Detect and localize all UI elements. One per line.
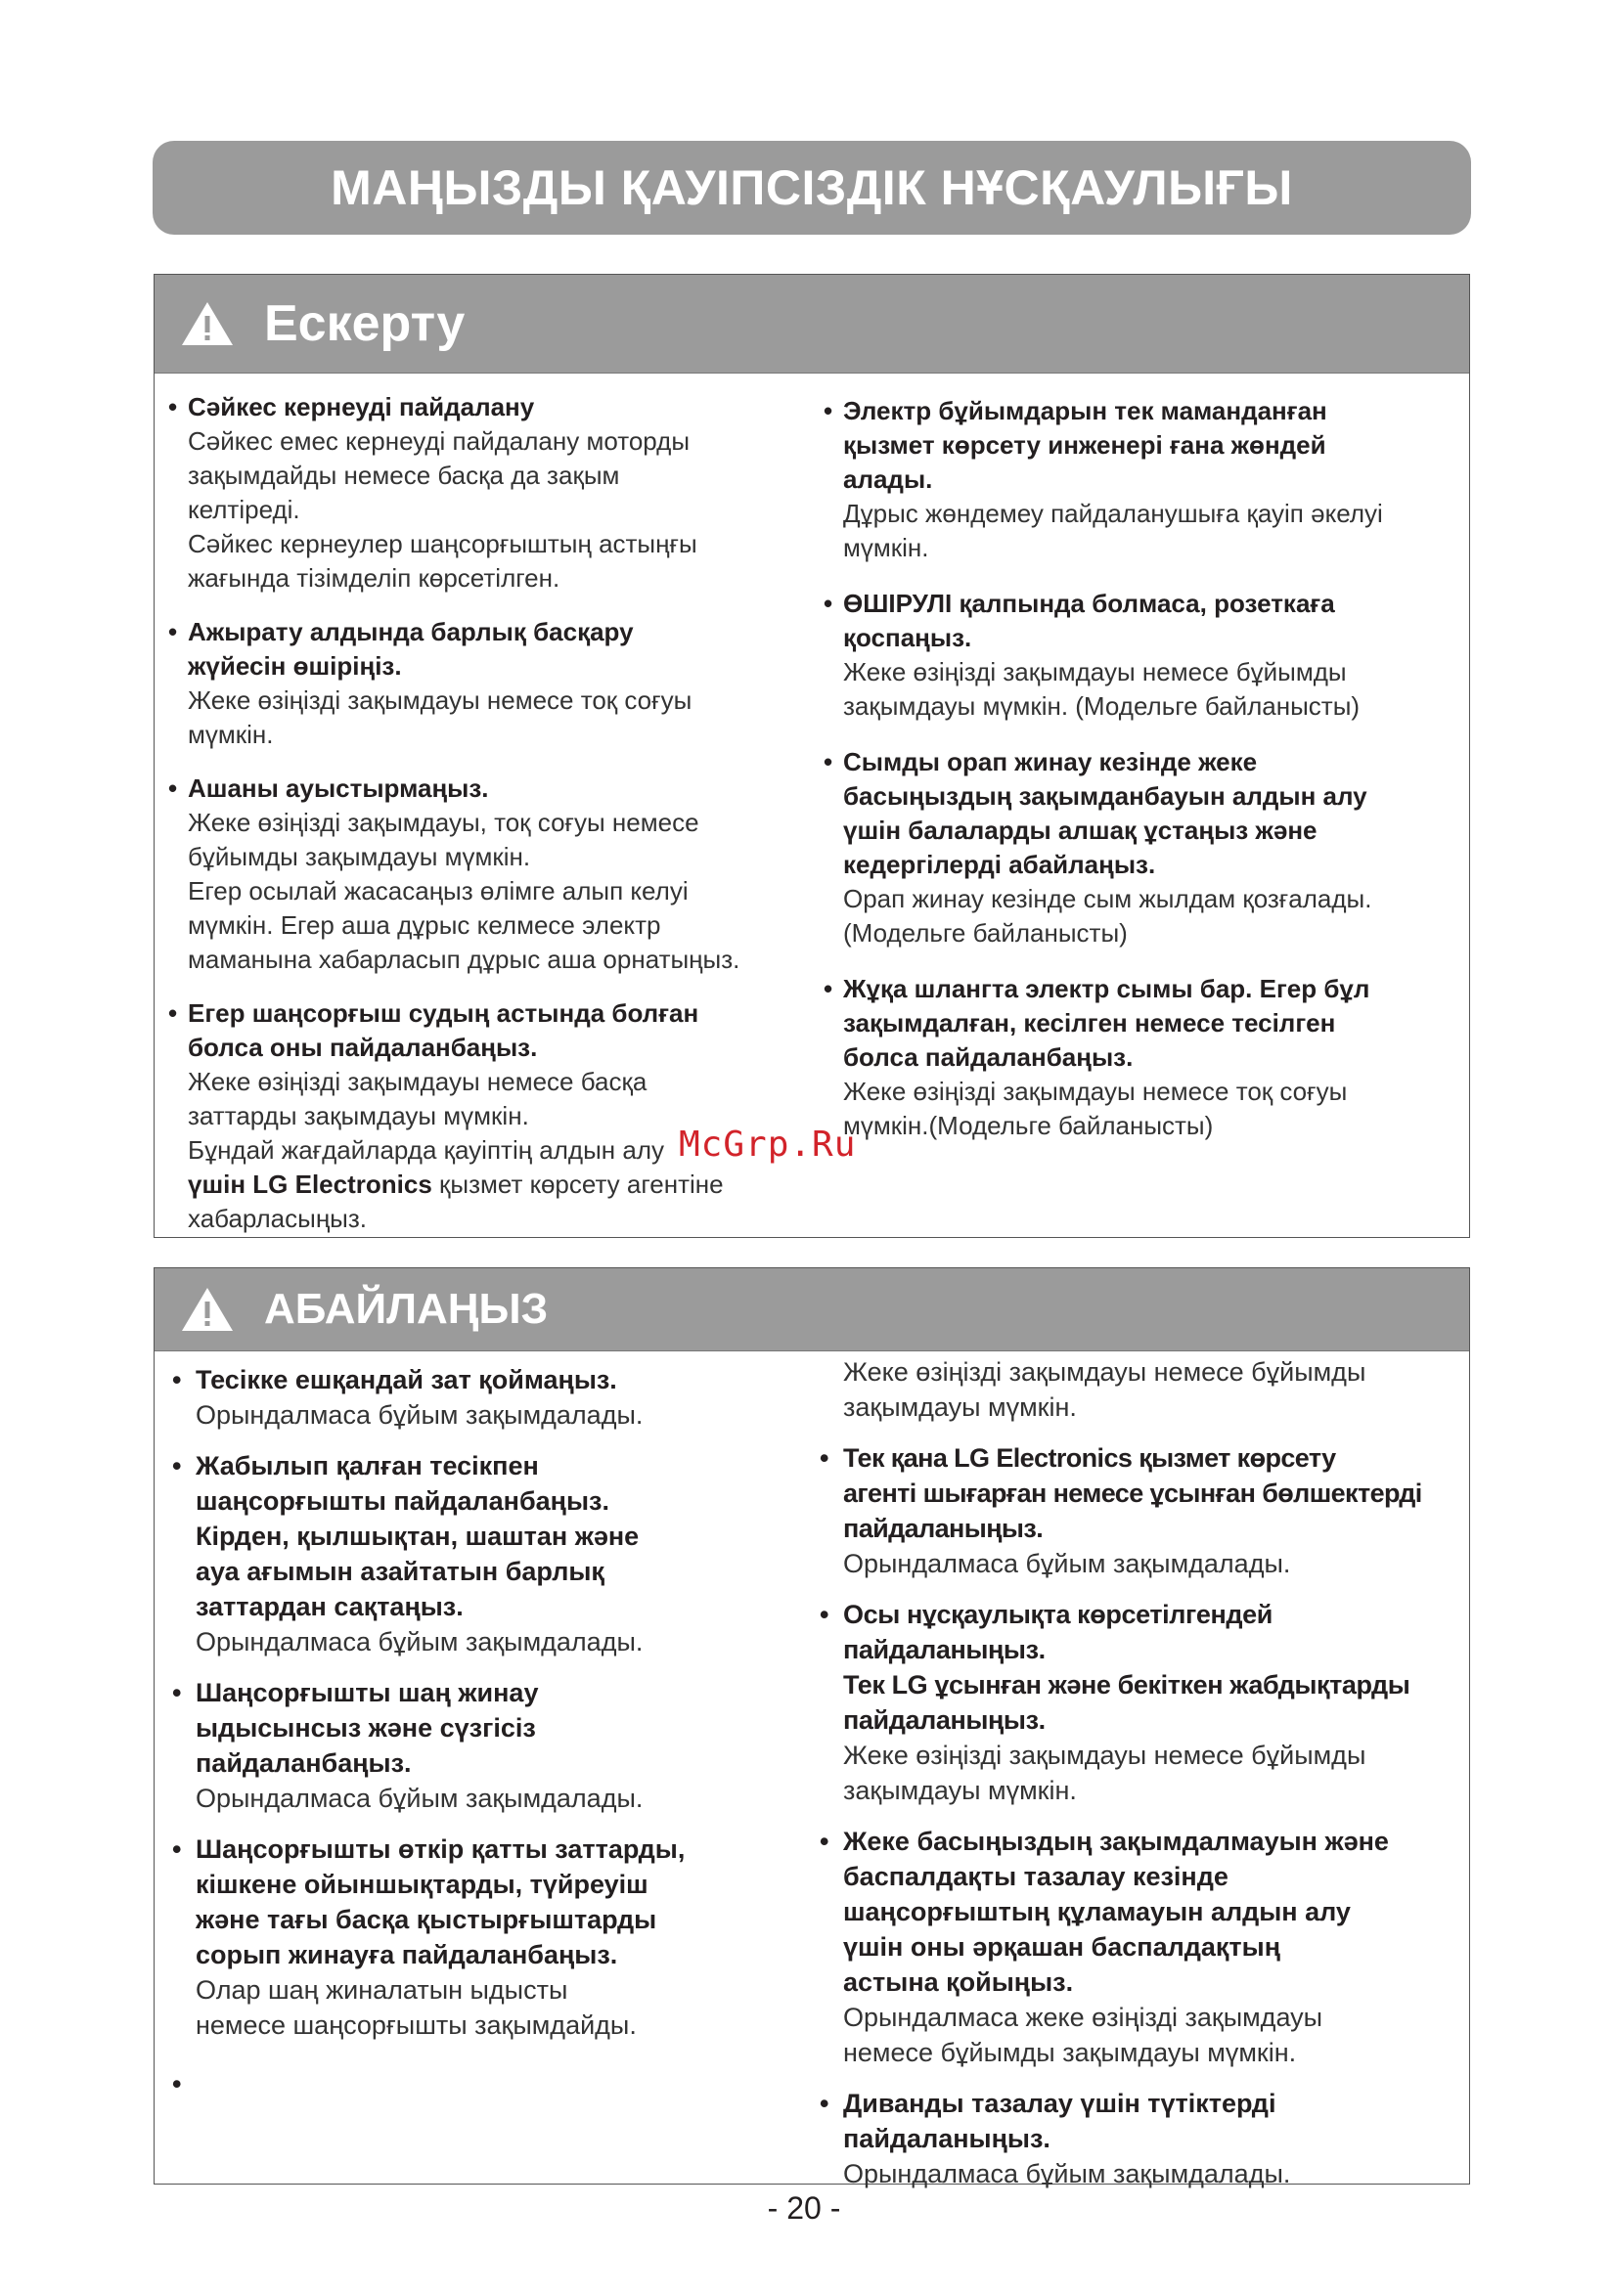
list-item [824,587,1459,724]
body-line: (Модельге байланысты) [843,918,1128,948]
list-item [172,1448,818,1659]
list-item [172,1362,818,1433]
item-title: • Электр бұйымдарын тек маманданған қызмет көрсету инженері ғана жөндей алады. [824,394,1459,497]
list-item [824,394,1459,565]
item-body [824,497,1459,565]
item-title: • Жеке басыңыздың зақымдалмауын және баспалдақты тазалау кезінде шаңсорғыштың құламауын алдын алу үшін оны әрқашан баспалдақтың астына қойыңыз. [820,1824,1465,2000]
list-item [820,2086,1465,2191]
caution-section [154,1267,1470,2188]
warning-triangle-icon [180,300,235,347]
body-line: заттарды зақымдауы мүмкін. [188,1101,529,1130]
item-title: • Сымды орап жинау кезінде жеке басыңыздың зақымданбауын алдын алу үшін балаларды алшақ ұстаңыз және кедергілерді абайлаңыз. [824,745,1459,882]
list-item [820,1597,1465,1808]
body-line: Жеке өзіңізді зақымдауы немесе тоқ соғуы [843,1077,1348,1106]
item-body [168,424,814,596]
body-tail: қызмет көрсету агентіне [431,1170,724,1199]
body-line: Орындалмаса жеке өзіңізді зақымдауы [843,2003,1323,2032]
item-title: • Жабылып қалған тесікпен шаңсорғышты пайдаланбаңыз. Кірден, қылшықтан, шаштан және ауа ағымын азайтатын барлық заттардан сақтаңыз. [172,1448,818,1624]
body-line: Жеке өзіңізді зақымдауы немесе басқа [188,1067,648,1096]
body-line: Олар шаң жиналатын ыдысты [196,1975,568,2005]
page-number: - 20 - [767,2190,841,2226]
body-line: Жеке өзіңізді зақымдауы немесе тоқ соғуы [188,685,692,715]
list-item [172,1675,818,1816]
item-body [168,684,814,752]
body-line: немесе бұйымды зақымдауы мүмкін. [843,2038,1297,2067]
body-strong: үшін LG Electronics [188,1170,432,1199]
caution-triangle-icon [180,1286,235,1333]
warning-heading: Ескерту [264,295,466,352]
item-body [820,2000,1465,2070]
item-body [824,882,1459,950]
body-line: хабарласыңыз. [188,1204,368,1233]
body-line: зақымдауы мүмкін. (Модельге байланысты) [843,691,1361,721]
list-item [168,390,814,596]
body-line: зақымдауы мүмкін. [843,1776,1077,1805]
list-item [168,772,814,977]
item-title: • ӨШІРУЛІ қалпында болмаса, розеткаға қоспаңыз. [824,587,1459,655]
list-item [168,996,814,1236]
caution-right-column [820,1354,1465,2211]
item-body [820,1738,1465,1808]
body-line: келтіреді. [188,495,300,524]
body-line: Жеке өзіңізді зақымдауы немесе бұйымды [843,657,1347,686]
caution-left-column [172,1362,818,2121]
item-body [824,1075,1459,1143]
item-title: • Ажырату алдында барлық басқару жүйесін өшіріңіз. [168,615,814,684]
body-line: Орындалмаса бұйым зақымдалады. [843,1549,1291,1578]
body-line: мүмкін. Егер аша дұрыс келмесе электр [188,910,661,940]
body-line: Дұрыс жөндемеу пайдаланушыға қауіп әкелуі [843,499,1383,528]
body-line: маманына хабарласып дұрыс аша орнатыңыз. [188,945,740,974]
warning-section [154,274,1470,1238]
body-line: Егер осылай жасасаңыз өлімге алып келуі [188,876,689,905]
body-line: мүмкін. [843,533,929,562]
empty-list-item [172,2066,818,2101]
item-body [820,1546,1465,1581]
body-line: Орындалмаса бұйым зақымдалады. [196,1784,644,1813]
item-title: • Шаңсорғышты өткір қатты заттарды, кішкене ойыншықтарды, түйреуіш және тағы басқа қыстырғыштарды сорып жинауға пайдаланбаңыз. [172,1832,818,1972]
body-line: жағында тізімделіп көрсетілген. [188,563,560,593]
body-line: Жеке өзіңізді зақымдауы, тоқ соғуы немесе [188,808,699,837]
body-line: мүмкін.(Модельге байланысты) [843,1111,1214,1140]
body-line: мүмкін. [188,720,274,749]
list-item [820,1440,1465,1581]
item-body [172,1781,818,1816]
item-title [172,2066,818,2101]
item-body [172,1624,818,1659]
body-line: Жеке өзіңізді зақымдауы немесе бұйымды [843,1357,1366,1387]
item-body [172,1972,818,2043]
item-title: • Шаңсорғышты шаң жинау ыдысынсыз және сүзгісіз пайдаланбаңыз. [172,1675,818,1781]
body-line: Сәйкес емес кернеуді пайдалану моторды [188,426,691,456]
item-title: • Тек қана LG Electronics қызмет көрсету агенті шығарған немесе ұсынған бөлшектерді пайдаланыңыз. [820,1440,1465,1546]
item-title: • Сәйкес кернеуді пайдалану [168,390,814,424]
body-line: зақымдауы мүмкін. [843,1392,1077,1422]
list-item [168,615,814,752]
item-body [824,655,1459,724]
list-item [824,972,1459,1143]
body-line: Жеке өзіңізді зақымдауы немесе бұйымды [843,1741,1366,1770]
item-body [820,2156,1465,2191]
body-line: Орап жинау кезінде сым жылдам қозғалады. [843,884,1372,913]
item-title: • Тесікке ешқандай зат қоймаңыз. [172,1362,818,1397]
item-title: • Егер шаңсорғыш судың астында болған болса оны пайдаланбаңыз. [168,996,814,1065]
item-body [172,1397,818,1433]
body-line: Сәйкес кернеулер шаңсорғыштың астыңғы [188,529,697,558]
item-title: • Осы нұсқаулықта көрсетілгендей пайдаланыңыз. Тек LG ұсынған және бекіткен жабдықтарды пайдаланыңыз. [820,1597,1465,1738]
body-line [188,1168,814,1202]
continued-text [820,1354,1465,1425]
caution-header [155,1268,1469,1351]
caution-heading: АБАЙЛАҢЫЗ [264,1285,549,1333]
list-item [824,745,1459,950]
item-title: • Ашаны ауыстырмаңыз. [168,772,814,806]
item-body [820,1354,1465,1425]
page-title: МАҢЫЗДЫ ҚАУІПСІЗДІК НҰСҚАУЛЫҒЫ [153,141,1471,235]
list-item [172,1832,818,2043]
body-line: немесе шаңсорғышты зақымдайды. [196,2010,637,2040]
warning-right-column [824,394,1459,1163]
warning-header [155,275,1469,374]
watermark: McGrp.Ru [679,1125,857,1165]
item-title: • Жұқа шлангта электр сымы бар. Егер бұл зақымдалған, кесілген немесе тесілген болса пайдаланбаңыз. [824,972,1459,1075]
body-line: Орындалмаса бұйым зақымдалады. [843,2159,1291,2188]
body-line: зақымдайды немесе басқа да зақым [188,461,620,490]
body-line: Орындалмаса бұйым зақымдалады. [196,1627,644,1656]
body-line: Бұндай жағдайларда қауіптің алдын алу [188,1135,665,1165]
item-body [168,806,814,977]
body-line: бұйымды зақымдауы мүмкін. [188,842,531,871]
item-title: • Диванды тазалау үшін түтіктерді пайдаланыңыз. [820,2086,1465,2156]
body-line: Орындалмаса бұйым зақымдалады. [196,1400,644,1430]
list-item [820,1824,1465,2070]
